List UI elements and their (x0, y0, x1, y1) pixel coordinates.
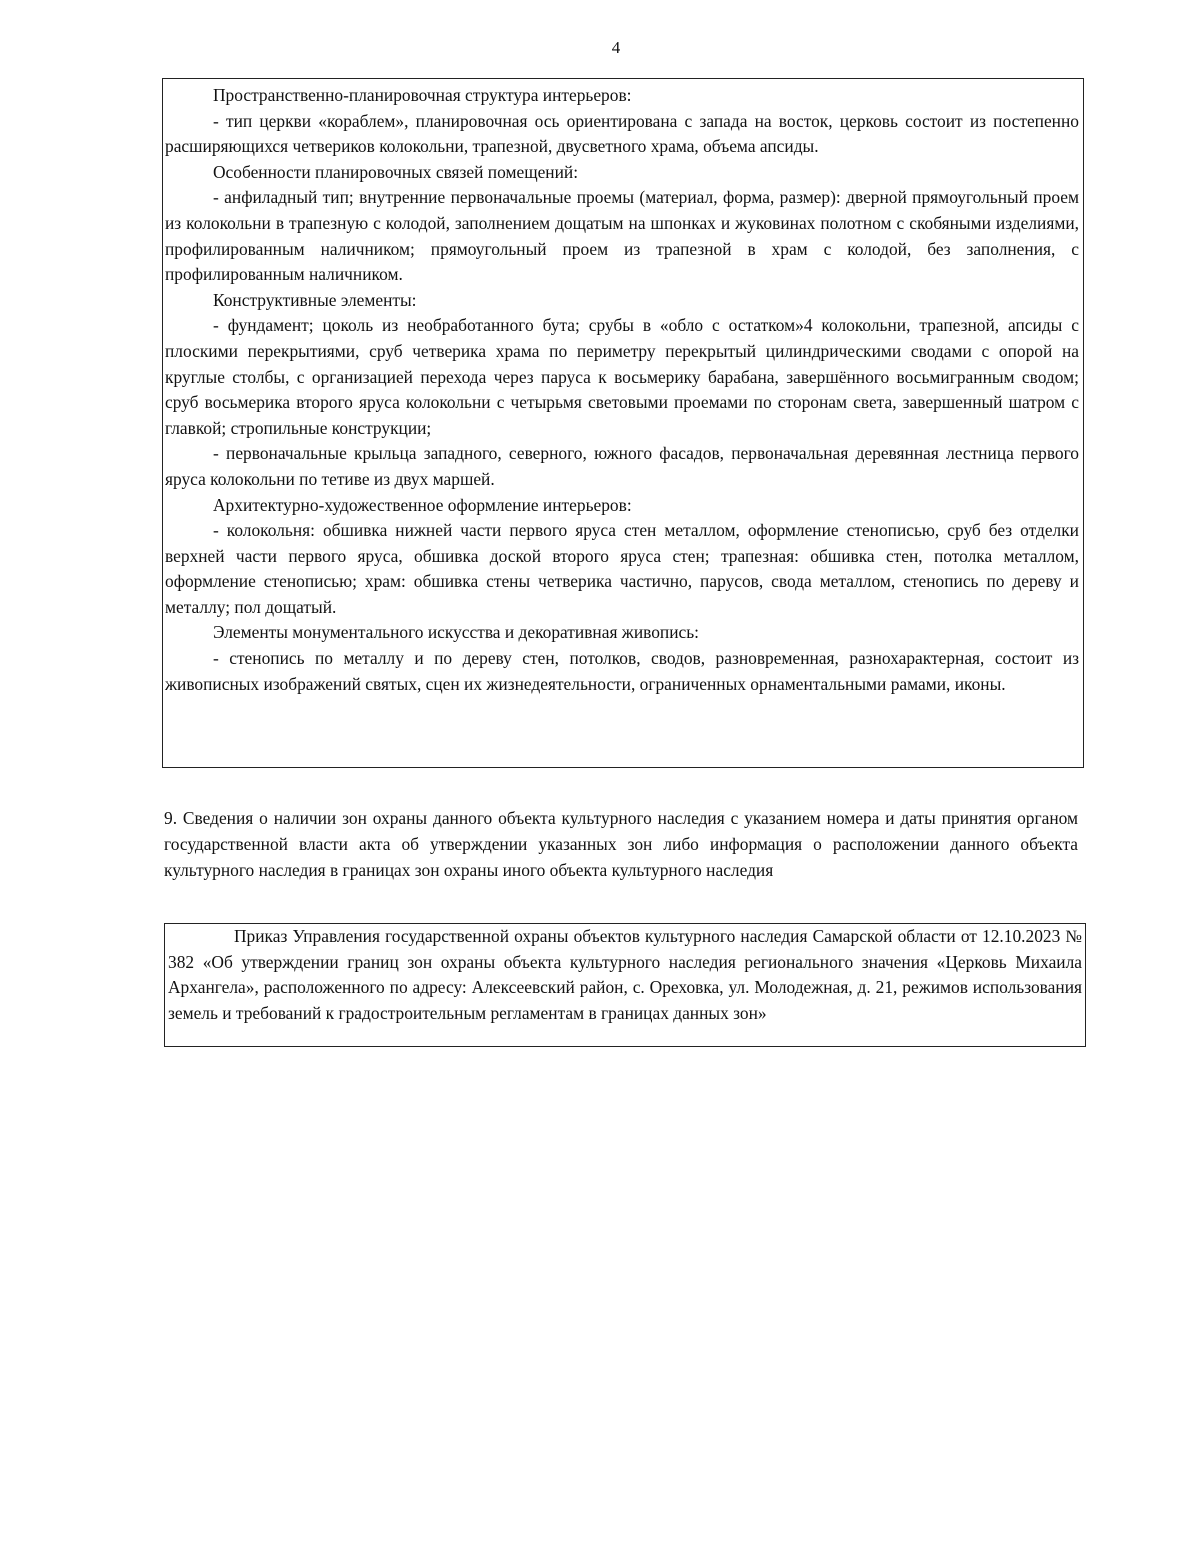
protection-zones-order-box (164, 923, 1086, 1047)
porches-stairs-text: - первоначальные крыльца западного, северного, южного фасадов, первоначальная деревянная лестница первого яруса колокольни по тетиве из двух маршей. (165, 443, 1079, 489)
interior-structure-box (162, 78, 1084, 768)
structural-elements-text: - фундамент; цоколь из необработанного бута; срубы в «обло с остатком»4 колокольни, трапезной, апсиды с плоскими перекрытиями, сруб четверика храма по периметру перекрытый цилиндрическими сводами с опорой на круглые столбы, с организацией перехода через паруса к восьмерику барабана, завершённого восьмигранным сводом; сруб восьмерика второго яруса колокольни с четырьмя световыми проемами по сторонам света, завершенный шатром с главкой; стропильные конструкции; (165, 315, 1079, 438)
monumental-art-heading: Элементы монументального искусства и декоративная живопись: (213, 622, 700, 643)
church-type-text: - тип церкви «кораблем», планировочная ось ориентирована с запада на восток, церковь состоит из постепенно расширяющихся четвериков колокольни, трапезной, двусветного храма, объема апсиды. (165, 110, 1079, 157)
structural-elements-heading: Конструктивные элементы: (213, 289, 417, 310)
planning-links-heading: Особенности планировочных связей помещений: (213, 161, 579, 182)
protection-zones-order-text: Приказ Управления государственной охраны объектов культурного наследия Самарской области от 12.10.2023 № 382 «Об утверждении границ зон охраны объекта культурного наследия регионального значения «Церковь Михаила Архангела», расположенного по адресу: Алексеевский район, с. Ореховка, ул. Молодежная, д. 21, режимов использования земель и требований к градостроительным регламентам в границах данных зон» (168, 926, 1082, 1023)
interior-decoration-heading: Архитектурно-художественное оформление интерьеров: (213, 494, 632, 515)
section-9-heading: 9. Сведения о наличии зон охраны данного объекта культурного наследия с указанием номера и даты принятия органом государственной власти акта об утверждении указанных зон либо информация о расположении данного объекта культурного наследия в границах зон охраны иного объекта культурного наследия (164, 808, 1078, 880)
page-number: 4 (611, 38, 621, 57)
spatial-structure-heading: Пространственно-планировочная структура интерьеров: (213, 85, 632, 105)
planning-links-text: - анфиладный тип; внутренние первоначальные проемы (материал, форма, размер): дверной прямоугольный проем из колокольни в трапезную с колодой, заполнением дощатым на шпонках и жуковинах полотном с скобяными изделиями, профилированным наличником; прямоугольный проем из трапезной в храм с колодой, без заполнения, с профилированным наличником. (165, 187, 1079, 285)
interior-decoration-text: - колокольня: обшивка нижней части первого яруса стен металлом, оформление стенописью, сруб без отделки верхней части первого яруса, обшивка доской второго яруса стен; трапезная: обшивка стен, потолка металлом, оформление стенописью; храм: обшивка стены четверика частично, парусов, свода металлом, стенопись по дереву и металлу; пол дощатый. (165, 520, 1079, 617)
monumental-art-text: - стенопись по металлу и по дереву стен, потолков, сводов, разновременная, разнохарактерная, состоит из живописных изображений святых, сцен их жизнедеятельности, ограниченных орнаментальными рамами, иконы. (165, 648, 1079, 694)
